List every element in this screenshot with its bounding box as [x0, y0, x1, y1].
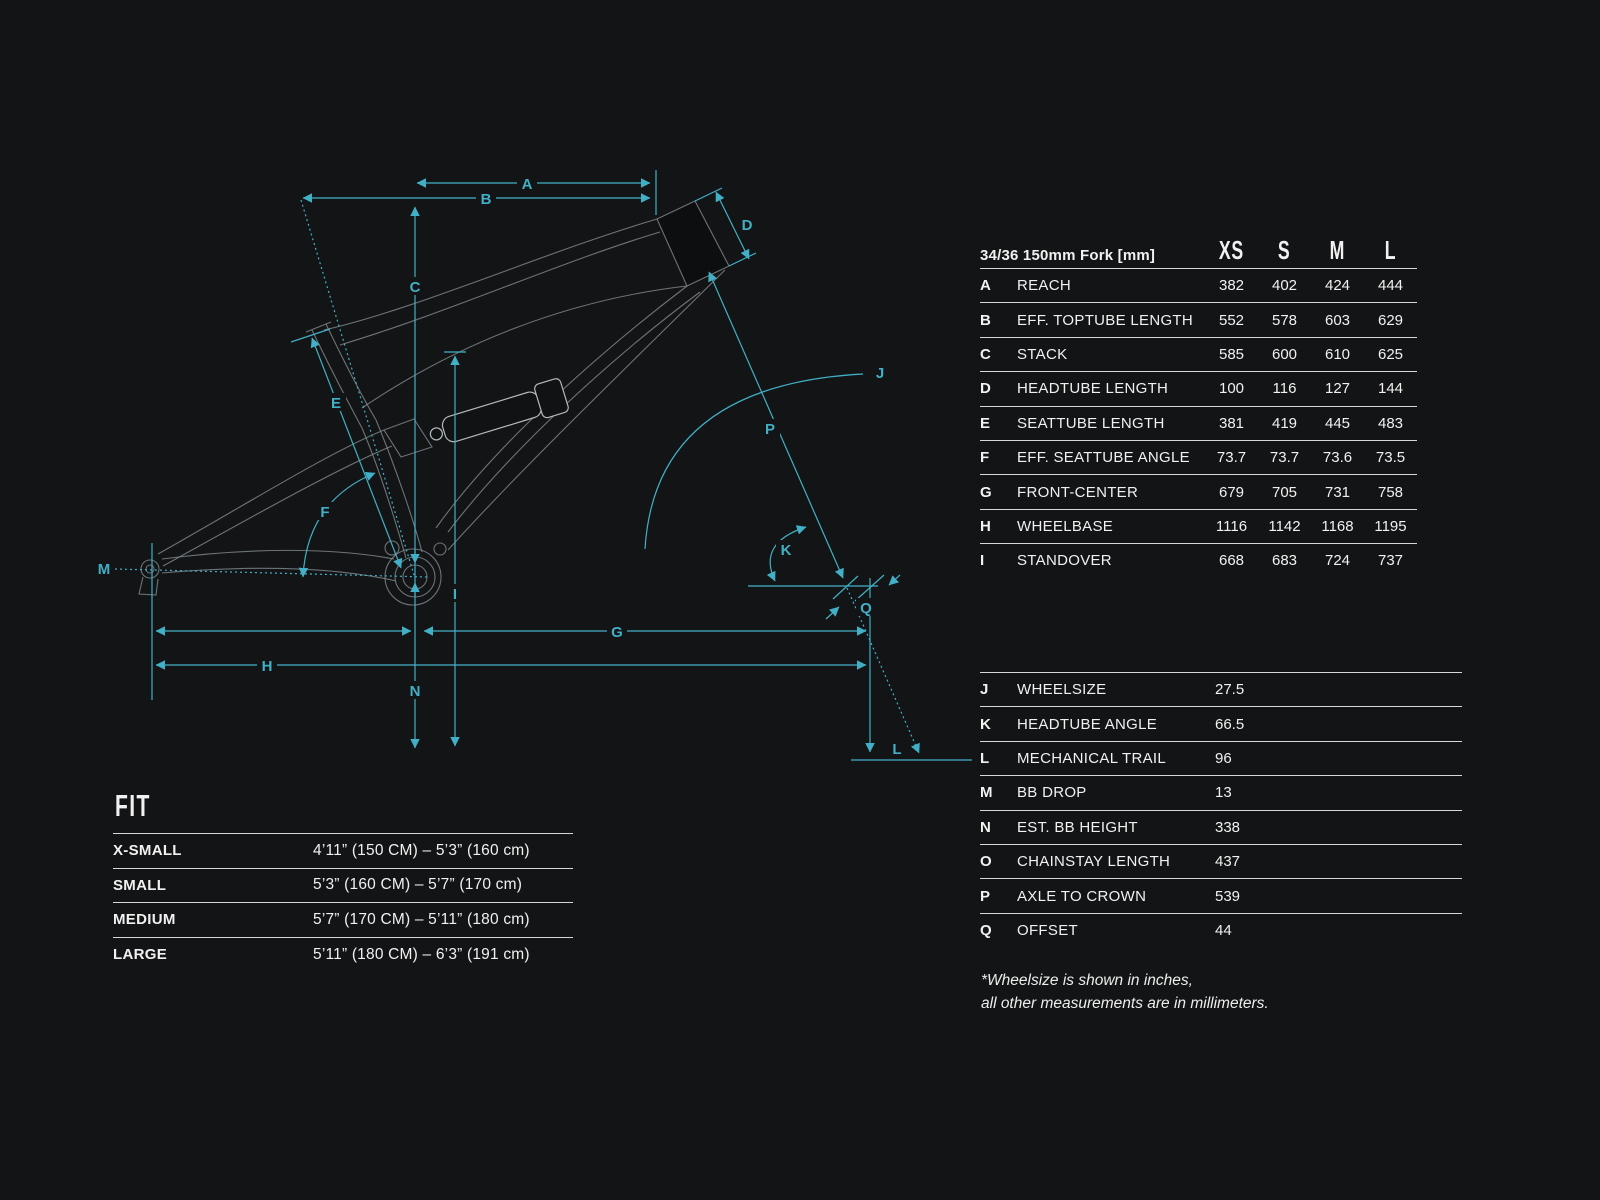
value-xs: 585 [1218, 345, 1245, 363]
geometry-table-row [980, 474, 1417, 508]
row-letter: N [980, 818, 991, 836]
value-s: 705 [1271, 483, 1298, 501]
dim-label-q: Q [860, 600, 872, 617]
geometry-table-row [980, 509, 1417, 543]
fit-height-range: 5’3” (160 CM) – 5’7” (170 cm) [313, 876, 523, 894]
dim-label-a: A [521, 176, 533, 193]
value-l: 629 [1377, 311, 1404, 329]
row-value: 539 [1215, 887, 1241, 905]
footnote-line-1: *Wheelsize is shown in inches, [981, 972, 1193, 989]
value-m: 127 [1324, 380, 1351, 398]
fit-table-rows [113, 833, 573, 971]
size-column-l: L [1384, 235, 1397, 265]
row-label: BB DROP [1017, 784, 1087, 802]
row-label: HEADTUBE LENGTH [1017, 380, 1169, 398]
value-s: 402 [1271, 277, 1298, 295]
row-label: WHEELBASE [1017, 517, 1114, 535]
row-label: EST. BB HEIGHT [1017, 818, 1138, 836]
dim-label-n: N [409, 683, 421, 700]
row-letter: O [980, 853, 992, 871]
row-label: STANDOVER [1017, 552, 1112, 570]
row-letter: Q [980, 921, 992, 939]
row-value: 66.5 [1215, 715, 1245, 733]
value-l: 483 [1377, 414, 1404, 432]
value-s: 600 [1271, 345, 1298, 363]
detail-table-row [980, 844, 1462, 878]
row-label: EFF. TOPTUBE LENGTH [1017, 311, 1194, 329]
geometry-table-row [980, 440, 1417, 474]
row-label: AXLE TO CROWN [1017, 887, 1147, 905]
footnote-line-2: all other measurements are in millimeters. [981, 995, 1269, 1012]
fit-table-row [113, 833, 573, 868]
frame-silhouette [139, 201, 729, 605]
row-letter: P [980, 887, 991, 905]
row-label: OFFSET [1017, 921, 1078, 939]
dim-label-d: D [741, 217, 753, 234]
fit-height-range: 4’11” (150 CM) – 5’3” (160 cm) [313, 841, 530, 859]
geometry-table-row [980, 337, 1417, 371]
row-letter: K [980, 715, 991, 733]
row-letter: D [980, 380, 991, 398]
detail-table-row [980, 741, 1462, 775]
detail-table-row [980, 672, 1462, 706]
row-label: FRONT-CENTER [1017, 483, 1139, 501]
fit-table-row [113, 902, 573, 937]
rear-shock [425, 377, 569, 451]
detail-table-row [980, 775, 1462, 809]
row-letter: I [980, 552, 985, 570]
geometry-table-row [980, 268, 1417, 302]
value-s: 419 [1271, 414, 1298, 432]
row-label: REACH [1017, 277, 1072, 295]
value-xs: 679 [1218, 483, 1245, 501]
value-m: 73.6 [1322, 449, 1353, 467]
dim-label-k: K [780, 542, 792, 559]
fork-geometry-table-header [980, 224, 1417, 268]
value-s: 1142 [1268, 517, 1301, 535]
dimension-lines [115, 170, 972, 760]
geometry-table-row [980, 302, 1417, 336]
row-value: 437 [1215, 853, 1241, 871]
row-label: HEADTUBE ANGLE [1017, 715, 1158, 733]
row-value: 13 [1215, 784, 1232, 802]
row-letter: J [980, 681, 989, 699]
row-letter: M [980, 784, 993, 802]
value-m: 445 [1324, 414, 1351, 432]
row-label: WHEELSIZE [1017, 681, 1107, 699]
value-l: 444 [1377, 277, 1404, 295]
fork-geometry-table-rows [980, 268, 1417, 578]
value-l: 737 [1377, 552, 1404, 570]
size-column-xs: XS [1219, 235, 1244, 265]
value-m: 724 [1324, 552, 1351, 570]
value-m: 610 [1324, 345, 1351, 363]
value-l: 144 [1377, 380, 1404, 398]
dim-label-e: E [330, 395, 342, 412]
row-letter: H [980, 517, 991, 535]
dim-label-j: J [875, 365, 885, 382]
value-l: 625 [1377, 345, 1404, 363]
dim-label-l: L [892, 741, 902, 758]
fork-geometry-table [980, 224, 1417, 578]
dim-label-m: M [97, 561, 111, 578]
value-s: 73.7 [1269, 449, 1300, 467]
value-m: 1168 [1321, 517, 1354, 535]
geometry-table-row [980, 406, 1417, 440]
row-letter: A [980, 277, 991, 295]
row-label: STACK [1017, 345, 1068, 363]
geometry-table-row [980, 543, 1417, 577]
value-m: 424 [1324, 277, 1351, 295]
row-letter: E [980, 414, 991, 432]
row-letter: B [980, 311, 991, 329]
value-xs: 381 [1218, 414, 1245, 432]
fork-table-title: 34/36 150mm Fork [mm] [980, 247, 1156, 264]
detail-table-row [980, 878, 1462, 912]
row-letter: F [980, 449, 990, 467]
value-l: 758 [1377, 483, 1404, 501]
fit-height-range: 5’11” (180 CM) – 6’3” (191 cm) [313, 945, 530, 963]
row-label: EFF. SEATTUBE ANGLE [1017, 449, 1190, 467]
geometry-table-row [980, 371, 1417, 405]
row-value: 338 [1215, 818, 1241, 836]
detail-table-row [980, 913, 1462, 947]
detail-measurements-table [980, 672, 1462, 947]
row-letter: L [980, 749, 990, 767]
row-label: SEATTUBE LENGTH [1017, 414, 1165, 432]
fit-height-range: 5’7” (170 CM) – 5’11” (180 cm) [313, 910, 530, 928]
value-m: 731 [1324, 483, 1351, 501]
fit-title: FIT [115, 788, 151, 823]
dimension-labels [98, 174, 907, 758]
value-xs: 73.7 [1216, 449, 1247, 467]
dim-label-f: F [320, 504, 330, 521]
value-s: 578 [1271, 311, 1298, 329]
fit-size-label: MEDIUM [113, 911, 176, 929]
fit-size-label: LARGE [113, 946, 167, 964]
dim-label-c: C [409, 279, 421, 296]
size-column-s: S [1278, 235, 1291, 265]
detail-table-row [980, 706, 1462, 740]
value-xs: 552 [1218, 311, 1245, 329]
dim-label-b: B [480, 191, 492, 208]
value-s: 116 [1272, 380, 1297, 398]
fit-table [113, 790, 573, 971]
bike-geometry-diagram [70, 150, 990, 780]
detail-table-row [980, 810, 1462, 844]
row-value: 27.5 [1215, 681, 1245, 699]
detail-measurements-rows [980, 672, 1462, 947]
row-letter: G [980, 483, 992, 501]
value-xs: 1116 [1215, 517, 1248, 535]
value-l: 73.5 [1375, 449, 1406, 467]
value-l: 1195 [1374, 517, 1407, 535]
fit-table-row [113, 868, 573, 903]
fit-table-row [113, 937, 573, 972]
value-xs: 382 [1218, 277, 1245, 295]
row-value: 96 [1215, 749, 1232, 767]
dim-label-i: I [452, 586, 458, 603]
units-footnote [981, 969, 1269, 1015]
fit-size-label: SMALL [113, 876, 167, 894]
value-xs: 668 [1218, 552, 1245, 570]
dim-label-h: H [261, 658, 273, 675]
row-label: MECHANICAL TRAIL [1017, 749, 1166, 767]
row-letter: C [980, 345, 991, 363]
value-m: 603 [1324, 311, 1351, 329]
size-column-m: M [1329, 235, 1346, 265]
value-s: 683 [1271, 552, 1298, 570]
dim-label-g: G [611, 624, 623, 641]
dim-label-p: P [764, 421, 776, 438]
value-xs: 100 [1218, 380, 1245, 398]
row-label: CHAINSTAY LENGTH [1017, 853, 1171, 871]
row-value: 44 [1215, 921, 1232, 939]
fit-size-label: X-SMALL [113, 842, 182, 860]
